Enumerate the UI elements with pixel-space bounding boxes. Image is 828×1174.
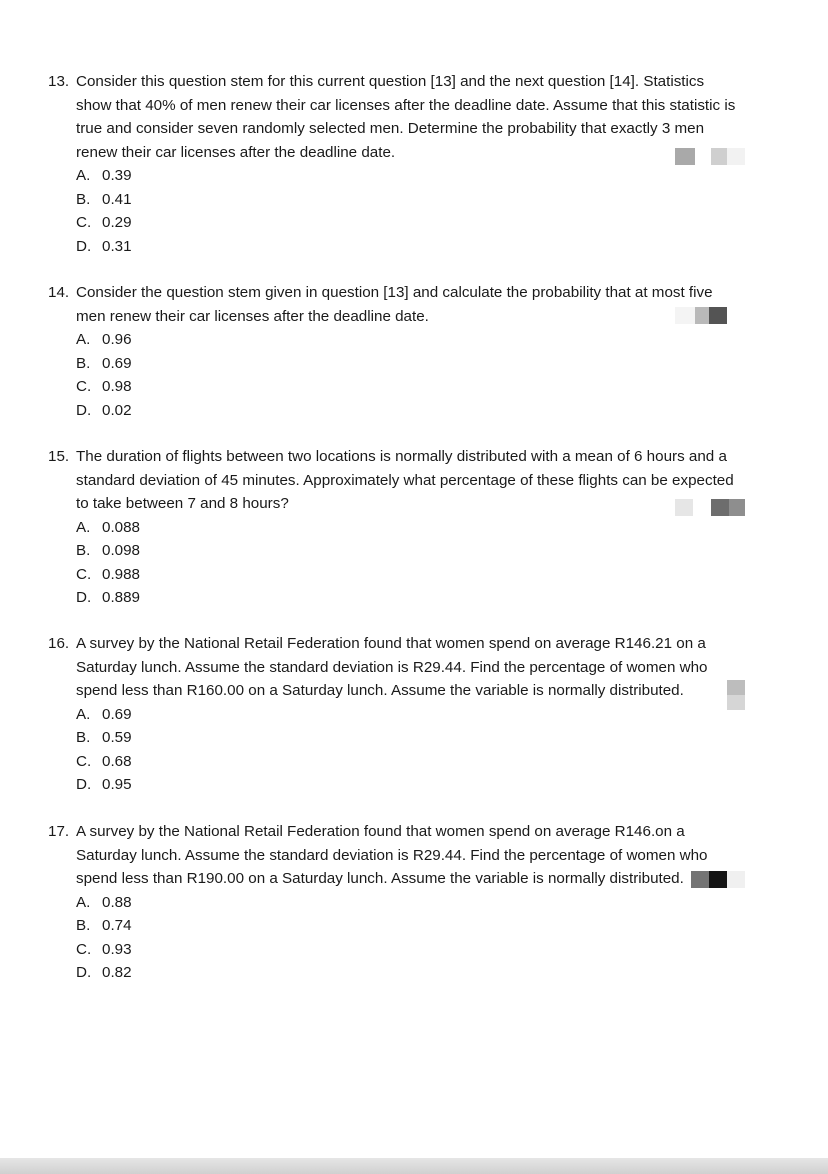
redaction-mark: [675, 148, 745, 165]
option-value: 0.02: [102, 401, 132, 419]
redaction-mark: [727, 680, 745, 710]
option-letter: A.: [76, 893, 91, 911]
question-number: 14.: [48, 284, 70, 301]
question-17: [48, 820, 738, 985]
option-value: 0.93: [102, 940, 132, 958]
option-b: [76, 352, 738, 376]
option-d: [76, 773, 738, 797]
option-letter: B.: [76, 354, 91, 372]
option-value: 0.098: [102, 542, 141, 559]
option-value: 0.69: [102, 354, 132, 372]
option-letter: A.: [76, 167, 91, 184]
answer-options: [76, 164, 738, 258]
answer-options: [76, 328, 738, 422]
question-number: 16.: [48, 635, 70, 652]
question-16: [48, 632, 738, 797]
question-stem: Consider this question stem for this current question [13] and the next question [14]. Statistics show that 40% of men renew their car licenses after the deadline date. Assume that this statistic is true and consider seven randomly selected men. Determine the probability that exactly 3 men renew their car licenses after the deadline date.: [76, 73, 736, 161]
option-letter: A.: [76, 518, 91, 536]
option-d: [76, 961, 738, 985]
option-a: [76, 703, 738, 727]
option-value: 0.74: [102, 917, 132, 934]
option-value: 0.82: [102, 964, 132, 981]
option-d: [76, 399, 738, 423]
option-value: 0.29: [102, 214, 132, 231]
option-letter: D.: [76, 401, 92, 419]
answer-options: [76, 516, 738, 610]
option-d: [76, 235, 738, 259]
question-number: 17.: [48, 823, 70, 840]
option-value: 0.95: [102, 776, 132, 793]
option-a: [76, 164, 738, 188]
option-c: [76, 750, 738, 774]
option-letter: D.: [76, 964, 92, 981]
option-c: [76, 375, 738, 399]
option-c: [76, 938, 738, 962]
option-value: 0.68: [102, 752, 132, 770]
option-b: [76, 539, 738, 563]
answer-options: [76, 703, 738, 797]
option-value: 0.39: [102, 167, 132, 184]
option-c: [76, 211, 738, 235]
option-letter: C.: [76, 565, 92, 583]
redaction-mark: [691, 871, 745, 888]
option-value: 0.41: [102, 190, 132, 208]
question-stem: The duration of flights between two locations is normally distributed with a mean of 6 hours and a standard deviation of 45 minutes. Approximately what percentage of these flights can be expected to take between 7 and 8 hours?: [76, 448, 734, 512]
option-letter: D.: [76, 776, 92, 793]
option-value: 0.59: [102, 729, 132, 746]
question-number: 13.: [48, 73, 70, 90]
option-a: [76, 328, 738, 352]
option-letter: C.: [76, 378, 92, 395]
option-letter: B.: [76, 917, 91, 934]
option-b: [76, 726, 738, 750]
option-value: 0.31: [102, 237, 132, 255]
option-letter: C.: [76, 752, 92, 770]
question-15: [48, 445, 738, 610]
option-b: [76, 188, 738, 212]
option-letter: B.: [76, 729, 91, 746]
option-letter: A.: [76, 331, 91, 348]
option-value: 0.98: [102, 378, 132, 395]
option-value: 0.889: [102, 589, 141, 606]
bottom-scroll-bar: [0, 1158, 828, 1174]
redaction-mark: [675, 499, 745, 516]
option-a: [76, 516, 738, 540]
question-number: 15.: [48, 448, 70, 465]
option-letter: D.: [76, 237, 92, 255]
option-letter: B.: [76, 542, 91, 559]
option-value: 0.988: [102, 565, 141, 583]
option-letter: B.: [76, 190, 91, 208]
option-value: 0.088: [102, 518, 141, 536]
question-stem: A survey by the National Retail Federation found that women spend on average R146.21 on a Saturday lunch. Assume the standard deviation is R29.44. Find the percentage of women who spend less than R160.00 on a Saturday lunch. Assume the variable is normally distributed.: [76, 635, 708, 699]
option-letter: C.: [76, 214, 92, 231]
question-14: [48, 281, 738, 422]
option-value: 0.96: [102, 331, 132, 348]
option-letter: D.: [76, 589, 92, 606]
option-value: 0.88: [102, 893, 132, 911]
question-13: [48, 70, 738, 258]
question-stem: Consider the question stem given in question [13] and calculate the probability that at most five men renew their car licenses after the deadline date.: [76, 284, 713, 325]
option-value: 0.69: [102, 705, 132, 723]
option-d: [76, 586, 738, 610]
option-letter: A.: [76, 705, 91, 723]
option-letter: C.: [76, 940, 92, 958]
redaction-mark: [675, 307, 727, 324]
option-b: [76, 914, 738, 938]
option-a: [76, 891, 738, 915]
answer-options: [76, 891, 738, 985]
option-c: [76, 563, 738, 587]
question-stem: A survey by the National Retail Federation found that women spend on average R146.on a Saturday lunch. Assume the standard deviation is R29.44. Find the percentage of women who spend less than R190.00 on a Saturday lunch. Assume the variable is normally distributed.: [76, 823, 708, 887]
